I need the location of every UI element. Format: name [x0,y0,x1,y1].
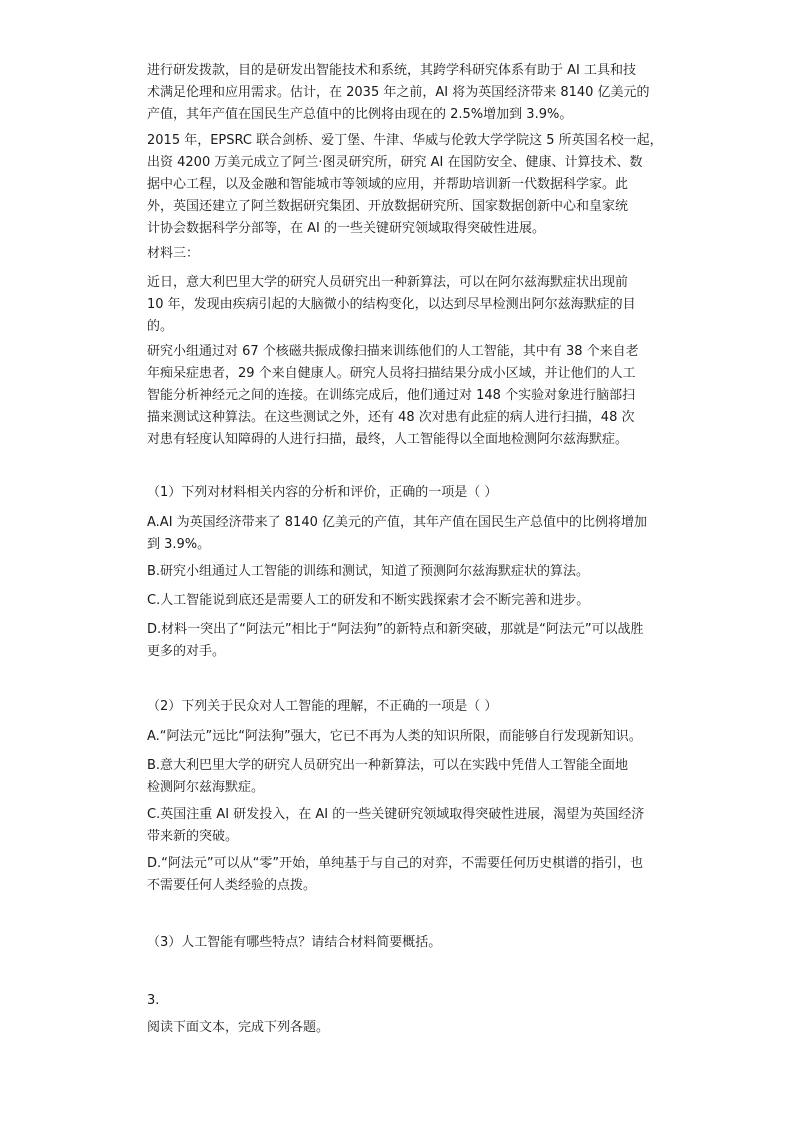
section-3-instruction [147,1017,677,1039]
text-line: 2015 年，EPSRC 联合剑桥、爱丁堡、牛津、华威与伦敦大学学院这 5 所英国名校一起， [147,133,663,148]
question-2-option-d[interactable] [147,853,677,897]
instruction-text: 阅读下面文本，完成下列各题。 [147,1020,330,1035]
text-line: 出资 4200 万美元成立了阿兰·图灵研究所，研究 AI 在国防安全、健康、计算技术、数 [147,155,643,170]
section-3-number [147,990,677,1012]
question-stem: （2）下列关于民众对人工智能的理解，不正确的一项是（ ） [147,699,498,714]
text-line: 年痴呆症患者，29 个来自健康人。研究人员将扫描结果分成小区域，并让他们的人工 [147,366,636,381]
question-stem: （1）下列对材料相关内容的分析和评价，正确的一项是（ ） [147,485,498,500]
option-text: B.研究小组通过人工智能的训练和测试，知道了预测阿尔兹海默症状的算法。 [147,564,590,579]
question-3-stem [147,932,677,954]
option-text: 不需要任何人类经验的点拨。 [147,878,317,893]
question-2-option-a[interactable] [147,726,677,748]
text-line: 对患有轻度认知障碍的人进行扫描，最终，人工智能得以全面地检测阿尔兹海默症。 [147,432,629,447]
text-line: 外，英国还建立了阿兰数据研究集团、开放数据研究所、国家数据创新中心和皇家统 [147,199,629,214]
question-1-stem [147,482,677,504]
text-line: 10 年，发现由疾病引起的大脑微小的结构变化，以达到尽早检测出阿尔兹海默症的目 [147,297,636,312]
option-text: 检测阿尔兹海默症。 [147,780,265,795]
option-text: 到 3.9%。 [147,537,211,552]
text-line: 研究小组通过对 67 个核磁共振成像扫描来训练他们的人工智能，其中有 38 个来自老 [147,344,639,359]
question-1-option-b[interactable] [147,561,677,583]
question-2-option-c[interactable] [147,804,677,848]
option-text: C.英国注重 AI 研发投入，在 AI 的一些关键研究领域取得突破性进展，渴望为英国经济 [147,807,645,822]
material-three-paragraph-1 [147,272,677,338]
section-heading: 材料三： [147,246,200,261]
text-line: 描来测试这种算法。在这些测试之外，还有 48 次对患有此症的病人进行扫描，48 次 [147,410,635,425]
option-text: A.“阿法元”远比“阿法狗”强大，它已不再为人类的知识所限，而能够自行发现新知识。 [147,729,642,744]
option-text: C.人工智能说到底还是需要人工的研发和不断实践探索才会不断完善和进步。 [147,593,590,608]
option-text: A.AI 为英国经济带来了 8140 亿美元的产值，其年产值在国民生产总值中的比例将增加 [147,515,648,530]
text-line: 近日，意大利巴里大学的研究人员研究出一种新算法，可以在阿尔兹海默症状出现前 [147,275,629,290]
text-line: 计协会数据科学分部等，在 AI 的一些关键研究领域取得突破性进展。 [147,221,545,236]
text-line: 据中心工程，以及金融和智能城市等领域的应用，并帮助培训新一代数据科学家。此 [147,177,629,192]
question-1-option-a[interactable] [147,512,677,556]
section-number: 3. [147,993,160,1008]
option-text: 带来新的突破。 [147,829,239,844]
material-three-heading [147,243,677,265]
text-line: 产值，其年产值在国民生产总值中的比例将由现在的 2.5%增加到 3.9%。 [147,107,573,122]
question-stem: （3）人工智能有哪些特点？请结合材料简要概括。 [147,935,442,950]
option-text: D.“阿法元”可以从“零”开始，单纯基于与自己的对弈，不需要任何历史棋谱的指引，也 [147,856,644,871]
material-three-paragraph-2 [147,341,677,451]
question-1-option-d[interactable] [147,619,677,663]
text-line: 智能分析神经元之间的连接。在训练完成后，他们通过对 148 个实验对象进行脑部扫 [147,388,636,403]
option-text: B.意大利巴里大学的研究人员研究出一种新算法，可以在实践中凭借人工智能全面地 [147,758,629,773]
material-two-paragraph-1 [147,60,677,126]
material-two-paragraph-2 [147,130,677,240]
question-1-option-c[interactable] [147,590,677,612]
text-line: 进行研发拨款，目的是研发出智能技术和系统，其跨学科研究体系有助于 AI 工具和技 [147,63,636,78]
question-2-option-b[interactable] [147,755,677,799]
text-line: 术满足伦理和应用需求。估计，在 2035 年之前，AI 将为英国经济带来 8140 亿美元的 [147,85,650,100]
option-text: D.材料一突出了“阿法元”相比于“阿法狗”的新特点和新突破，那就是“阿法元”可以战胜 [147,622,644,637]
text-line: 的。 [147,319,174,334]
question-2-stem [147,696,677,718]
option-text: 更多的对手。 [147,644,226,659]
